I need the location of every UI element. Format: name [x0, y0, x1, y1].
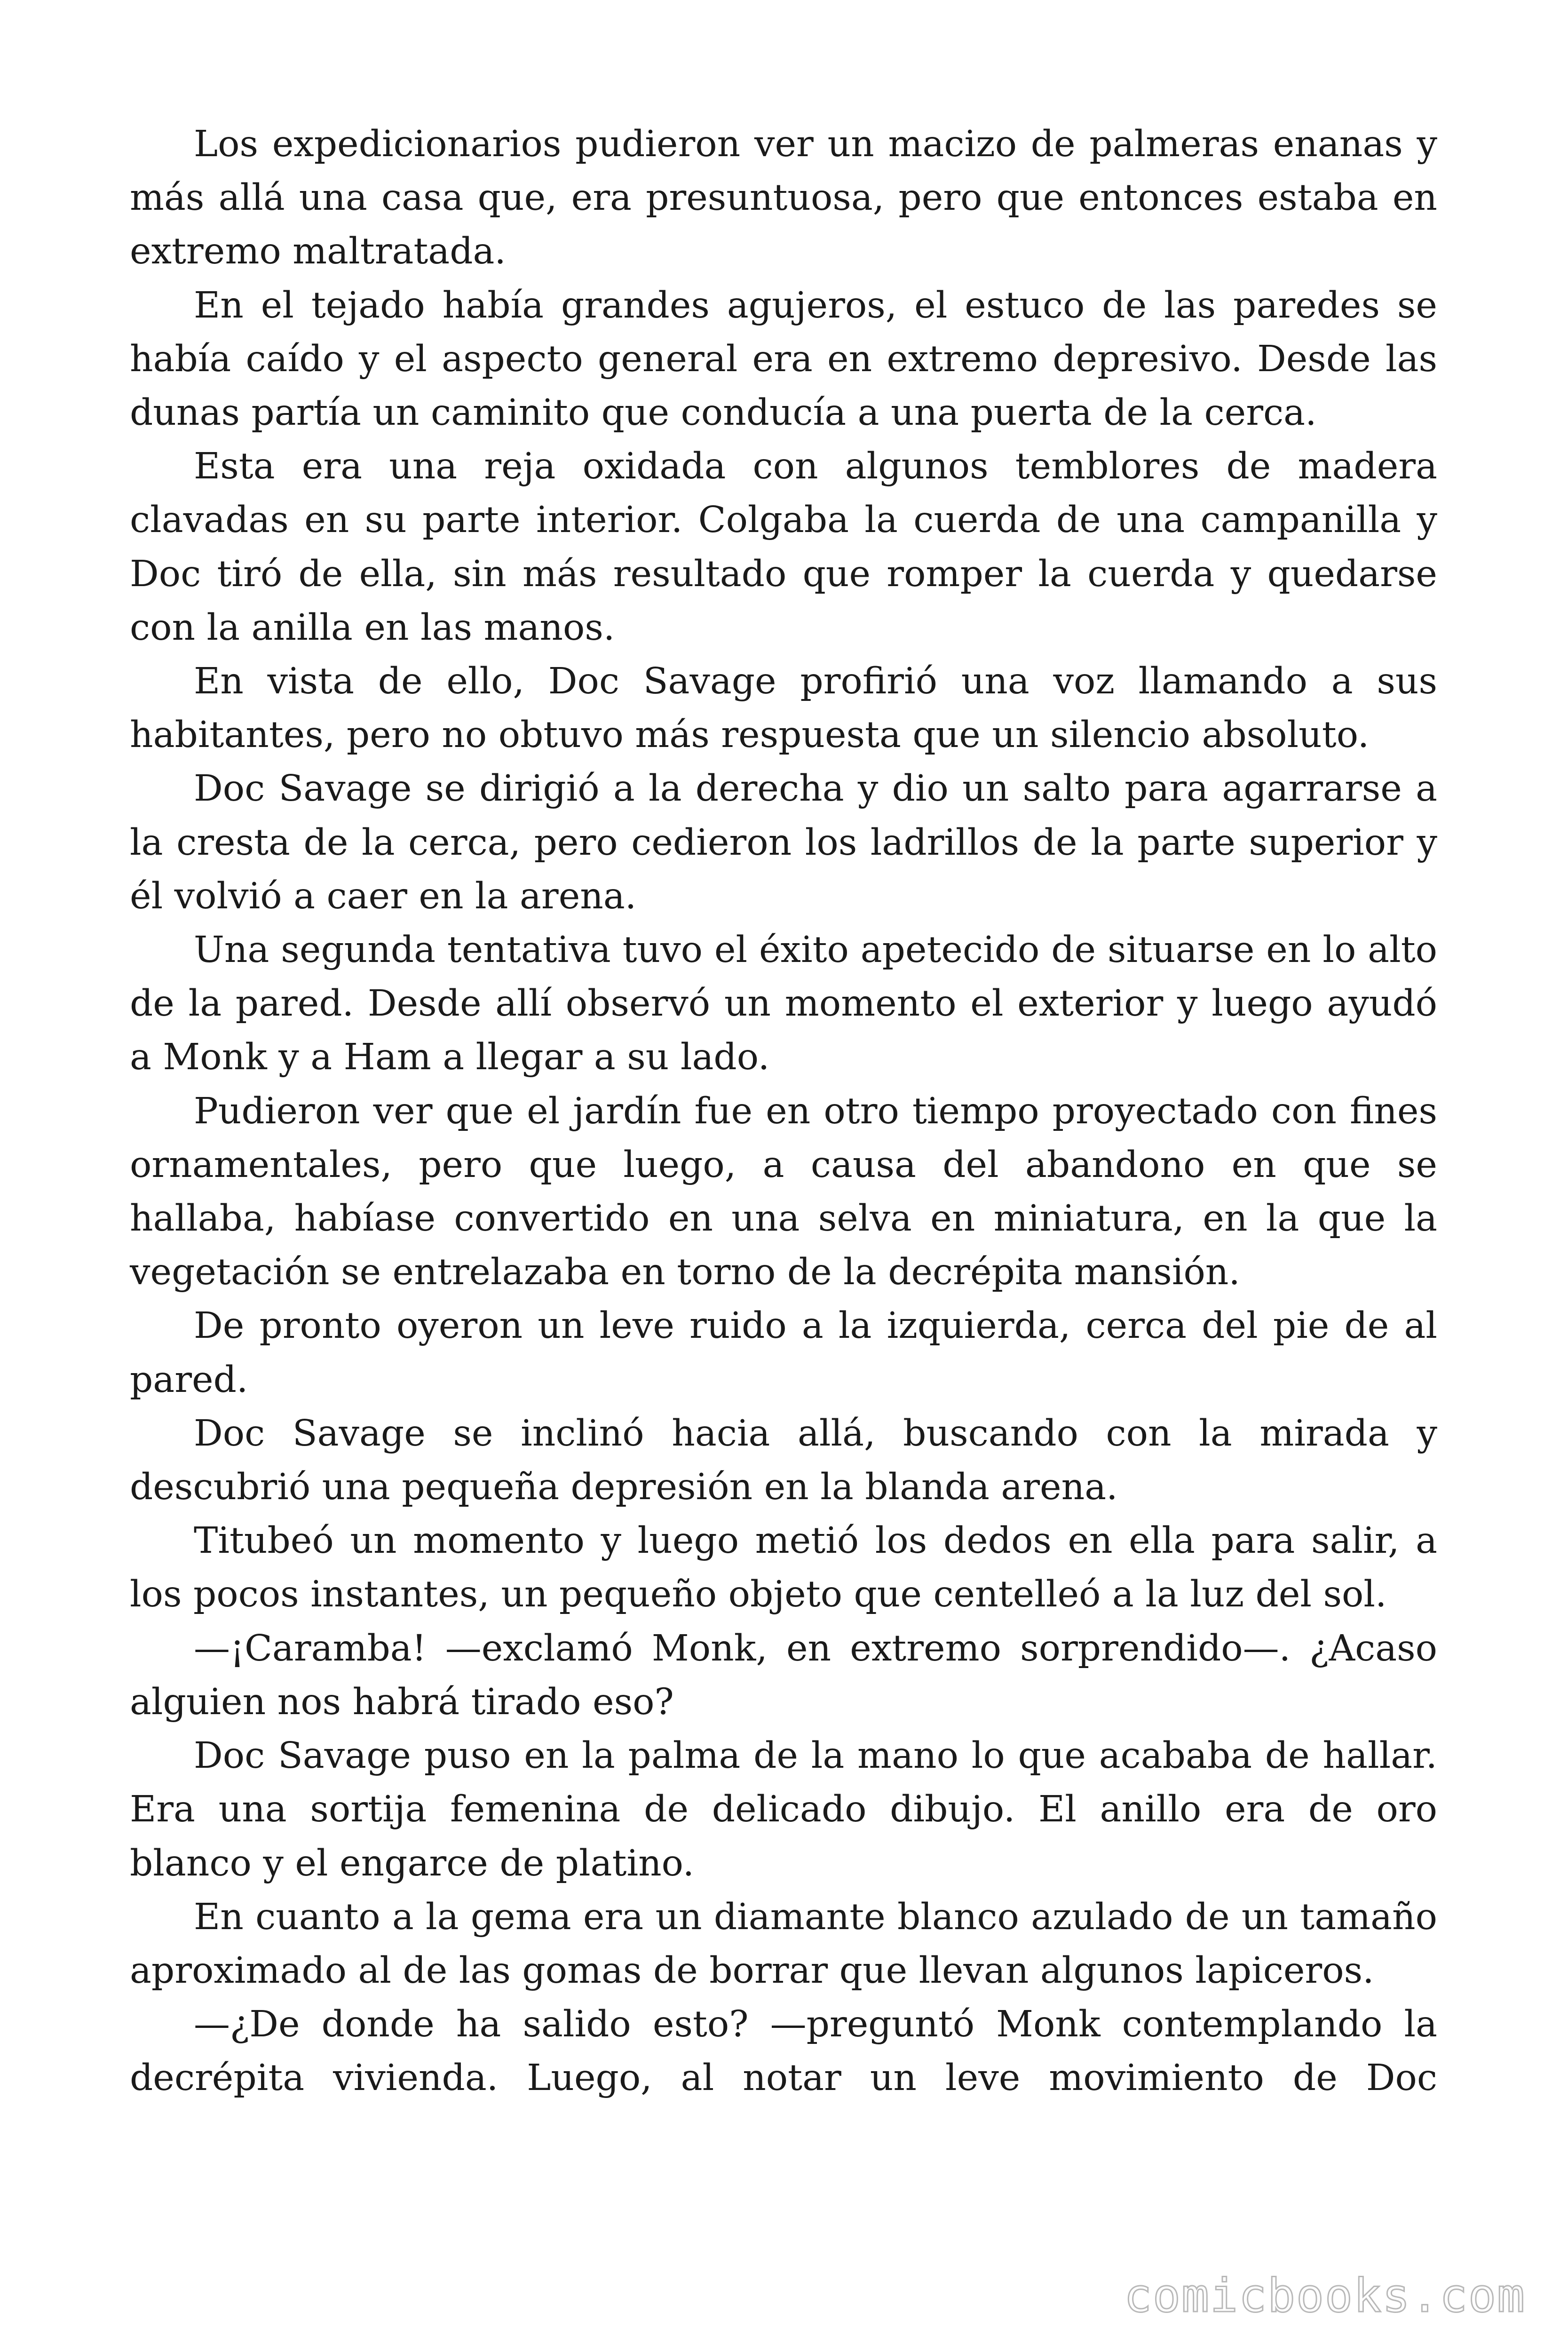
paragraph: —¡Caramba! —exclamó Monk, en extremo sorprendido—. ¿Acaso alguien nos habrá tirado eso? [130, 1627, 1437, 1723]
paragraph: —¿De donde ha salido esto? —preguntó Monk contemplando la decrépita vivienda. Luego, al notar un leve movimiento de Doc [130, 2003, 1437, 2099]
paragraph: En vista de ello, Doc Savage profirió una voz llamando a sus habitantes, pero no obtuvo más respuesta que un silencio absoluto. [130, 660, 1437, 756]
paragraph: Pudieron ver que el jardín fue en otro tiempo proyectado con fines ornamentales, pero que luego, a causa del abandono en que se hallaba, habíase convertido en una selva en miniatura, en la que la vegetación se entrelazaba en torno de la decrépita mansión. [130, 1090, 1437, 1294]
page-body [130, 118, 1437, 2106]
paragraph: En el tejado había grandes agujeros, el estuco de las paredes se había caído y el aspecto general era en extremo depresivo. Desde las dunas partía un caminito que conducía a una puerta de la cerca. [130, 284, 1437, 434]
paragraph: Titubeó un momento y luego metió los dedos en ella para salir, a los pocos instantes, un pequeño objeto que centelleó a la luz del sol. [130, 1520, 1437, 1616]
paragraph: De pronto oyeron un leve ruido a la izquierda, cerca del pie de al pared. [130, 1305, 1437, 1401]
paragraph: Los expedicionarios pudieron ver un macizo de palmeras enanas y más allá una casa que, era presuntuosa, pero que entonces estaba en extremo maltratada. [130, 123, 1437, 273]
paragraph: Doc Savage puso en la palma de la mano lo que acababa de hallar. Era una sortija femenina de delicado dibujo. El anillo era de oro blanco y el engarce de platino. [130, 1735, 1437, 1884]
watermark-text: comicbooks.com [1124, 2269, 1526, 2323]
paragraph: En cuanto a la gema era un diamante blanco azulado de un tamaño aproximado al de las gomas de borrar que llevan algunos lapiceros. [130, 1896, 1437, 1992]
paragraph: Doc Savage se dirigió a la derecha y dio un salto para agarrarse a la cresta de la cerca, pero cedieron los ladrillos de la parte superior y él volvió a caer en la arena. [130, 768, 1437, 917]
paragraph: Esta era una reja oxidada con algunos temblores de madera clavadas en su parte interior. Colgaba la cuerda de una campanilla y Doc tiró de ella, sin más resultado que romper la cuerda y quedarse con la anilla en las manos. [130, 445, 1437, 649]
paragraph: Una segunda tentativa tuvo el éxito apetecido de situarse en lo alto de la pared. Desde allí observó un momento el exterior y luego ayudó a Monk y a Ham a llegar a su lado. [130, 929, 1437, 1079]
paragraph: Doc Savage se inclinó hacia allá, buscando con la mirada y descubrió una pequeña depresión en la blanda arena. [130, 1412, 1437, 1509]
